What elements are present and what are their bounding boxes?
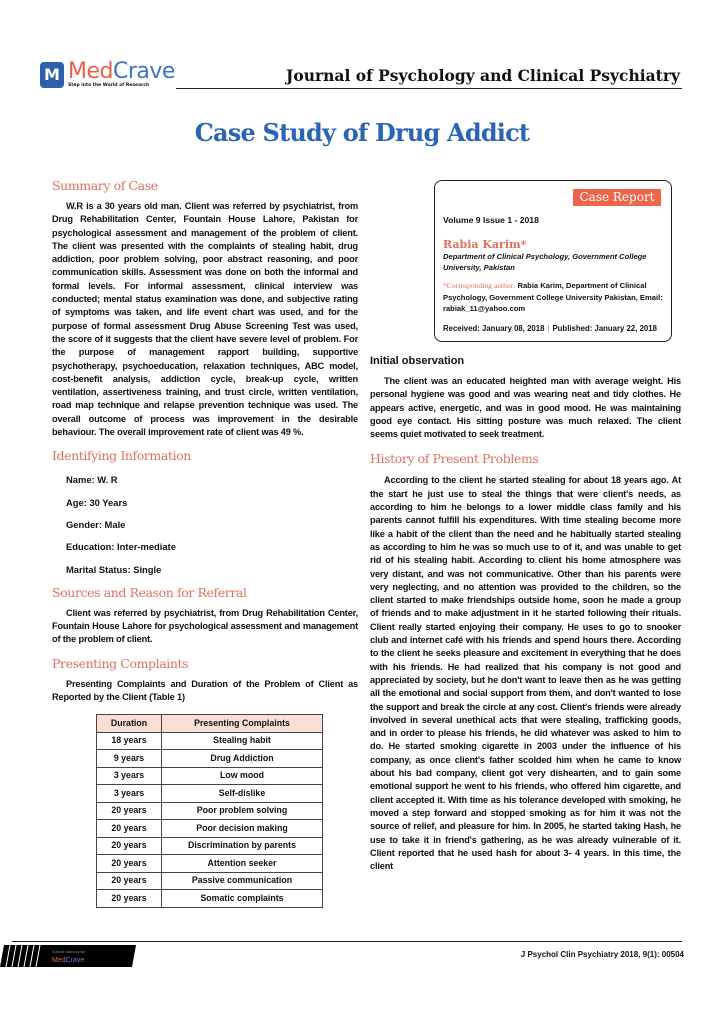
table-row <box>97 872 323 890</box>
info-marital-status: Marital Status: Single <box>66 563 162 575</box>
footer-publisher-band <box>0 945 136 967</box>
duration-cell: 3 years <box>97 767 162 785</box>
complaint-cell: Low mood <box>162 767 323 785</box>
initial-observation-heading: Initial observation <box>370 355 465 367</box>
complaint-cell: Somatic complaints <box>162 890 323 908</box>
table-row <box>97 855 323 873</box>
duration-cell: 9 years <box>97 750 162 768</box>
initial-observation-text: The client was an educated heighted man with average weight. His personal hygiene was good and was wearing neat and tidy clothes. He appears active, energetic, and was in good mood. He was maintaining good eye contact. His sitting posture was much relaxed. The client seems quiet motivated to seek treatment. <box>370 376 681 440</box>
duration-cell: 20 years <box>97 855 162 873</box>
history-text: According to the client he started stealing for about 18 years ago. At the start he just use to steal the things that were client's needs, as according to him he belongs to a lower middle class family and his parents cannot fulfill his expenditures. With time stealing become more like a habit of the client than the need and he habitually started stealing as according to him he was so much use to of it, and was unable to get rid of his stealing habit. According to client his home atmosphere was very distant, and was not communicative. Other than his parents were very neglecting, and no attention was provided to the children, so the client started to make friendships outside home, soon he made a group of friends and to make adjustment in it he started following their rituals. Client really started enjoying their company. He uses to go to snooker club and internet café with his friends and spend hours there. According to the client he seeks pleasure and excitement in everything that he does with his friends. He had realized that his company is not good and appreciated by society, but he don't want to leave then as he was getting all the emotional and social support from them, and don't wanted to lose the support and break the circle at any cost. Client's friends were already involved in several unethical acts that were stealing, trafficking goods, and in order to please his friends, he did whatever was asked to him to do. He started smoking cigarette in 2003 under the influence of his company, as once client's father scolded him when he came to know about his bad company, client got very dishearten, and to gain some emotional support he went to his friends, who offered him cigarette, and client accepted it. With time as his tolerance developed with smoking, he moved a step forward and stopped smoking as for him it was not the source of relief, and pleasure for him. In 2005, he started taking Hash, he use to take it in friend's gathering, as he was already vulnerable of it. Client reported that he used hash for about 3- 4 years. In this time, the client <box>370 475 681 872</box>
duration-cell: 20 years <box>97 890 162 908</box>
duration-cell: 20 years <box>97 820 162 838</box>
summary-heading: Summary of Case <box>52 178 158 193</box>
logo-tagline: Step into the World of Research <box>68 83 150 88</box>
table-row <box>97 837 323 855</box>
complaint-cell: Self-dislike <box>162 785 323 803</box>
footer-divider <box>12 941 682 942</box>
published-date: Published: January 22, 2018 <box>552 324 657 333</box>
table-row <box>97 890 323 908</box>
header-divider <box>176 88 682 89</box>
complaints-text: Presenting Complaints and Duration of the Problem of Client as Reported by the Client (Table 1) <box>52 678 358 703</box>
journal-title: Journal of Psychology and Clinical Psychiatry <box>286 66 680 85</box>
info-name: Name: W. R <box>66 474 118 486</box>
table-row <box>97 820 323 838</box>
footer-medcrave-wordmark <box>52 957 84 964</box>
duration-cell: 20 years <box>97 837 162 855</box>
logo-med: Med <box>68 59 113 84</box>
table-row <box>97 732 323 750</box>
footer-submit-text: Submit Manuscript <box>52 949 86 954</box>
corresponding-author <box>443 280 667 315</box>
history-heading: History of Present Problems <box>370 451 539 467</box>
identifying-heading: Identifying Information <box>52 448 191 464</box>
duration-cell: 20 years <box>97 872 162 890</box>
table-row <box>97 802 323 820</box>
article-dates <box>443 324 657 333</box>
footer-citation: J Psychol Clin Psychiatry 2018, 9(1): 00504 <box>520 950 684 959</box>
complaints-table <box>96 714 323 908</box>
corresponding-details[interactable]: Rabia Karim, Department of Clinical Psychology, Government College University Pakistan, Email: rabiak_11@yahoo.com <box>443 281 663 313</box>
medcrave-logo <box>40 60 180 92</box>
complaints-heading: Presenting Complaints <box>52 655 189 671</box>
complaint-cell: Attention seeker <box>162 855 323 873</box>
table-header-row <box>97 715 323 733</box>
logo-wordmark <box>68 60 175 84</box>
author-affiliation: Department of Clinical Psychology, Government College University, Pakistan <box>443 252 647 272</box>
left-column <box>52 178 358 908</box>
complaint-cell: Poor problem solving <box>162 802 323 820</box>
table-row <box>97 767 323 785</box>
date-separator: | <box>547 324 550 333</box>
volume-issue: Volume 9 Issue 1 - 2018 <box>443 215 539 225</box>
summary-text: W.R is a 30 years old man. Client was referred by psychiatrist, from Drug Rehabilitation Center, Fountain House Lahore, Pakistan for psychological assessment and management of the problem of client. The client was presented with the complaints of stealing habit, drug addiction, poor problem solving, poor abstract reasoning, and poor communication skills. Assessment was done on both the informal and formal levels. For informal assessment, clinical interview was conducted; mental status examination was done, and subjective rating of symptoms was taken, and life event chart was used, and for the purpose of formal assessment Drug Abuse Screening Test was used, the score of it suggests that the client have severe level of problem. For the purpose of management rapport building, supportive psychotherapy, psychoeducation, relaxation techniques, ABC model, cost-benefit analysis, addiction cycle, break-up cycle, written ventilation, assertiveness training, and trust circle, written ventilation, road map technique and relapse prevention technique was used. The overall outcome of process was improvement in the desirable behaviour. The overall improvement rate of client was 49 %. <box>52 201 358 438</box>
table-row <box>97 785 323 803</box>
medcrave-emblem-icon: M <box>40 62 64 88</box>
info-age: Age: 30 Years <box>66 496 128 508</box>
right-column <box>370 355 681 873</box>
duration-cell: 20 years <box>97 802 162 820</box>
complaint-cell: Stealing habit <box>162 732 323 750</box>
info-education: Education: Inter-mediate <box>66 541 176 553</box>
complaint-cell: Discrimination by parents <box>162 837 323 855</box>
duration-cell: 3 years <box>97 785 162 803</box>
article-title: Case Study of Drug Addict <box>194 118 530 147</box>
info-gender: Gender: Male <box>66 518 126 530</box>
footer-crave: Crave <box>65 957 85 964</box>
footer-med: Med <box>52 957 66 964</box>
duration-cell: 18 years <box>97 732 162 750</box>
logo-crave: Crave <box>112 59 175 84</box>
column-header-duration: Duration <box>97 715 162 733</box>
table-row <box>97 750 323 768</box>
received-date: Received: January 08, 2018 <box>443 324 545 333</box>
complaint-cell: Drug Addiction <box>162 750 323 768</box>
article-info-box <box>434 180 672 342</box>
corresponding-label: *Corresponding author: <box>443 281 516 290</box>
complaint-cell: Passive communication <box>162 872 323 890</box>
referral-heading: Sources and Reason for Referral <box>52 584 247 600</box>
case-report-badge: Case Report <box>573 189 661 206</box>
complaint-cell: Poor decision making <box>162 820 323 838</box>
column-header-complaints: Presenting Complaints <box>162 715 323 733</box>
author-name: Rabia Karim* <box>443 238 527 251</box>
referral-text: Client was referred by psychiatrist, from Drug Rehabilitation Center, Fountain House Lahore for psychological assessment and management of the problem of client. <box>52 607 358 645</box>
